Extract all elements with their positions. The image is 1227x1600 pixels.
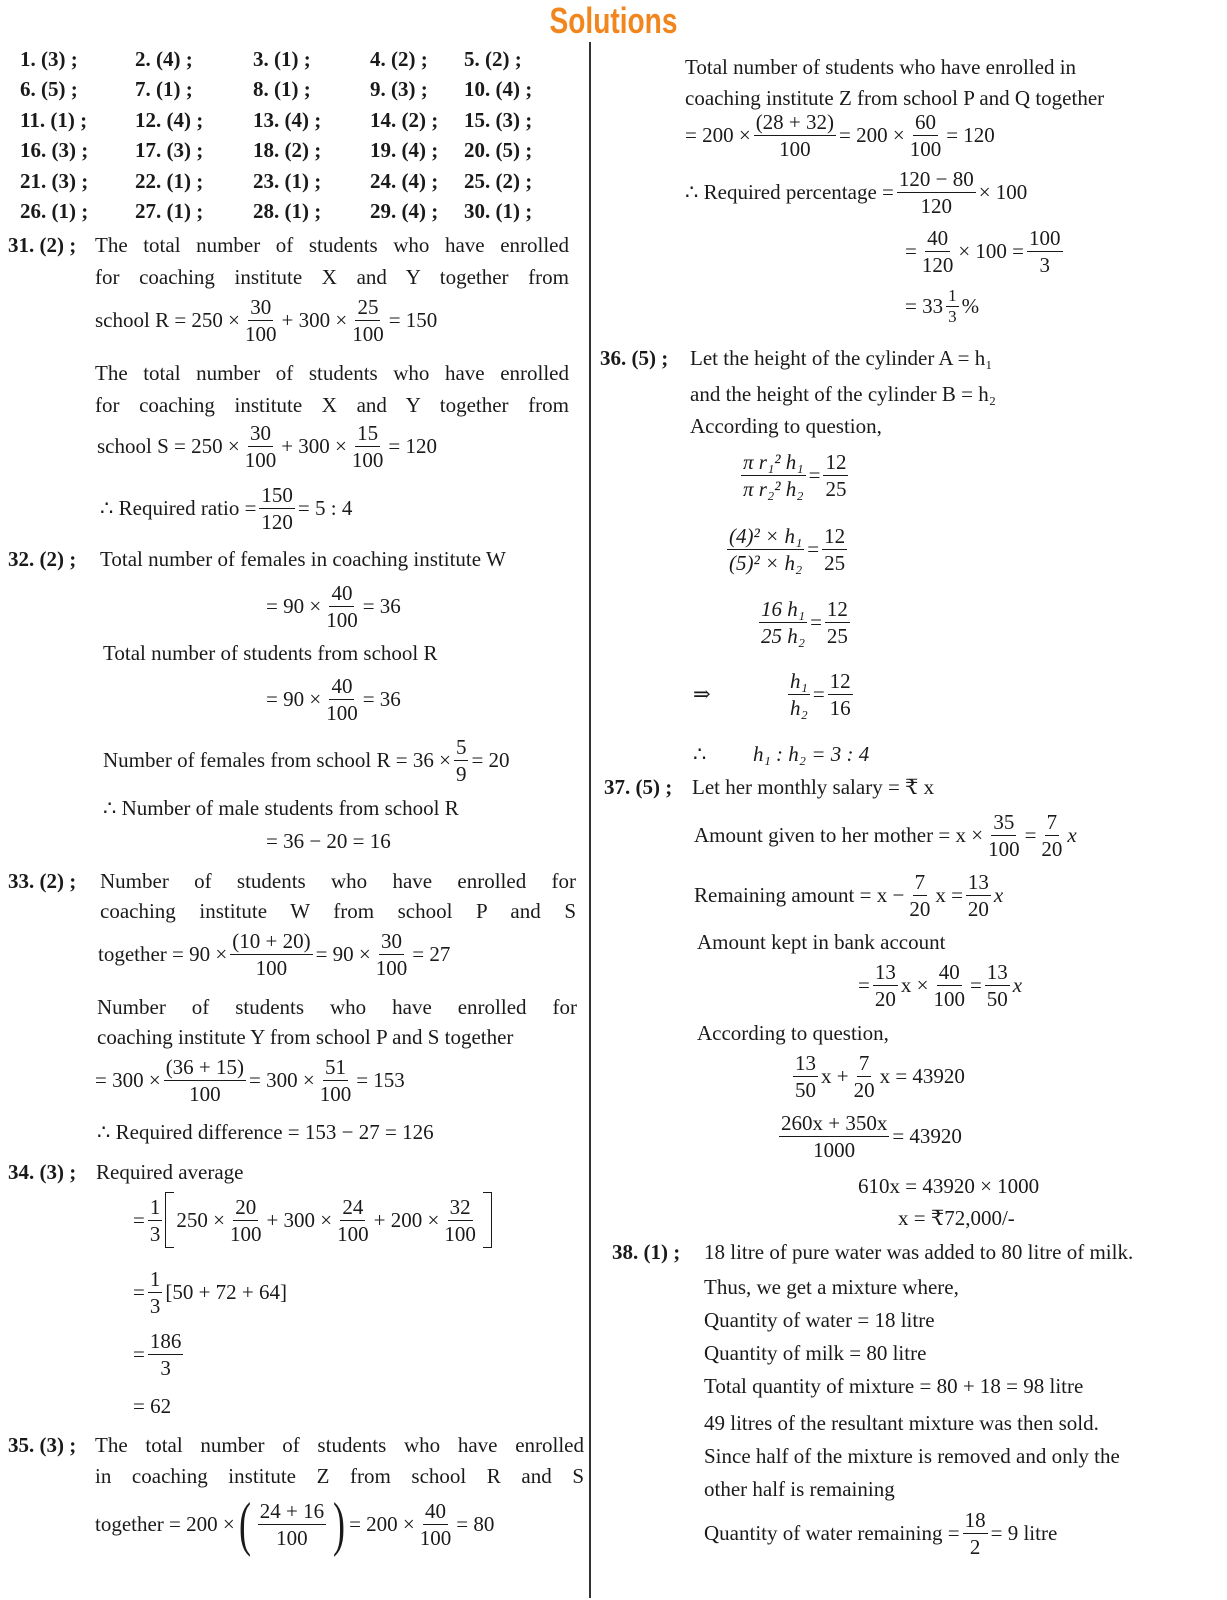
q35-eq4: = $\frac{40}{120}$ × 100 = $\frac{100}{3}$ — [905, 225, 1061, 277]
q31-line4: for coaching institute X and Y together from — [95, 393, 569, 417]
answer-key-item: 18. (2) ; — [253, 138, 322, 162]
q36-eq2: $\frac{\text{(4)² × h₁}}{\text{(5)² × h₂}}$ = $\frac{12}{25}$ — [729, 523, 846, 575]
q32-label: 32. (2) ; — [8, 547, 77, 571]
q34-eq2: = $\frac{1}{3}$ [50 + 72 + 64] — [133, 1266, 288, 1318]
q33-eq1: together = 90 × $\frac{(10 + 20)}{100}$ = 90 × $\frac{30}{100}$ = 27 — [98, 928, 451, 980]
answer-key-item: 4. (2) ; — [370, 47, 428, 71]
q37-line3: According to question, — [697, 1021, 889, 1045]
answer-key-item: 19. (4) ; — [370, 138, 439, 162]
answer-key-item: 7. (1) ; — [135, 77, 193, 101]
q37-eq5: $\frac{260x + 350x}{1000}$ = 43920 — [781, 1110, 962, 1162]
q37-eq3: = $\frac{13}{20}$ x × $\frac{40}{100}$ = $\frac{13}{50}$ x — [858, 959, 1023, 1011]
q36-eq4: ⇒ $\frac{\text{h₁}}{\text{h₂}}$ = $\frac{12}{16}$ — [693, 668, 851, 720]
answer-key-item: 10. (4) ; — [464, 77, 533, 101]
answer-key-item: 8. (1) ; — [253, 77, 311, 101]
answer-key-item: 5. (2) ; — [464, 47, 522, 71]
answer-key-item: 12. (4) ; — [135, 108, 204, 132]
q31-line1: The total number of students who have enrolled — [95, 233, 569, 257]
q31-line2: for coaching institute X and Y together from — [95, 265, 569, 289]
answer-key-item: 25. (2) ; — [464, 169, 533, 193]
q37-eq2: Remaining amount = x − $\frac{7}{20}$ x = $\frac{13}{20}$ x — [694, 869, 1004, 921]
answer-key-item: 1. (3) ; — [20, 47, 78, 71]
q38-line8: other half is remaining — [704, 1477, 895, 1501]
answer-key-item: 30. (1) ; — [464, 199, 533, 223]
q31-eq3: ∴ Required ratio = $\frac{150}{120}$ = 5 : 4 — [100, 482, 353, 534]
q35-line3: Total number of students who have enrolled in — [685, 55, 1077, 79]
q34-eq4: = 62 — [133, 1394, 172, 1418]
answer-key-item: 29. (4) ; — [370, 199, 439, 223]
q37-line2: Amount kept in bank account — [697, 930, 946, 954]
q36-line1: Let the height of the cylinder A = h₁ — [690, 346, 993, 370]
q32-line2: Total number of students from school R — [103, 641, 438, 665]
q38-line6: 49 litres of the resultant mixture was then sold. — [704, 1411, 1099, 1435]
q36-label: 36. (5) ; — [600, 346, 669, 370]
q31-eq2: school S = 250 × $\frac{30}{100}$ + 300 × $\frac{15}{100}$ = 120 — [97, 420, 437, 472]
q31-label: 31. (2) ; — [8, 233, 77, 257]
q38-line2: Thus, we get a mixture where, — [704, 1275, 959, 1299]
q33-line1: Number of students who have enrolled for — [100, 869, 576, 893]
q38-line5: Total quantity of mixture = 80 + 18 = 98 litre — [704, 1374, 1084, 1398]
q37-eq4: 13 50 x + $\frac{7}{20}$ x = 43920 — [795, 1050, 965, 1102]
q32-eq3: Number of females from school R = 36 × $\frac{5}{9}$ = 20 — [103, 734, 510, 786]
q32-eq1: = 90 × $\frac{40}{100}$ = 36 — [266, 580, 401, 632]
answer-key-item: 6. (5) ; — [20, 77, 78, 101]
q35-eq5: = 33 1 3 % — [905, 285, 980, 326]
q38-eq1: Quantity of water remaining = $\frac{18}{2}$ = 9 litre — [704, 1507, 1058, 1559]
q36-eq5: ∴ h₁ : h₂ = 3 : 4 — [693, 741, 870, 766]
q32-line3: ∴ Number of male students from school R — [103, 796, 459, 820]
q32-line4: = 36 − 20 = 16 — [266, 829, 391, 853]
q35-line1: The total number of students who have enrolled — [95, 1433, 584, 1457]
answer-key-item: 27. (1) ; — [135, 199, 204, 223]
answer-key-item: 2. (4) ; — [135, 47, 193, 71]
answer-key-item: 11. (1) ; — [20, 108, 88, 132]
q35-eq2: = 200 × $\frac{(28 + 32)}{100}$ = 200 × $\frac{60}{100}$ = 120 — [685, 109, 995, 161]
q33-line5: ∴ Required difference = 153 − 27 = 126 — [97, 1120, 434, 1144]
q33-label: 33. (2) ; — [8, 869, 77, 893]
q36-eq3: $\frac{\text{16 h₁}}{\text{25 h₂}}$ = $\frac{12}{25}$ — [761, 596, 848, 648]
answer-key-item: 15. (3) ; — [464, 108, 533, 132]
q38-line1: 18 litre of pure water was added to 80 litre of milk. — [704, 1240, 1134, 1264]
answer-key-item: 24. (4) ; — [370, 169, 439, 193]
column-divider — [589, 42, 591, 1598]
q34-line1: Required average — [96, 1160, 244, 1184]
q37-eq1: Amount given to her mother = x × $\frac{35}{100}$ = $\frac{7}{20}$ x — [694, 809, 1077, 861]
answer-key-item: 28. (1) ; — [253, 199, 322, 223]
q37-line4: 610x = 43920 × 1000 — [858, 1174, 1040, 1198]
q35-line2: in coaching institute Z from school R and S — [95, 1464, 584, 1488]
answer-key-item: 21. (3) ; — [20, 169, 89, 193]
q35-label: 35. (3) ; — [8, 1433, 77, 1457]
q33-line4: coaching institute Y from school P and S together — [97, 1025, 514, 1049]
q33-line2: coaching institute W from school P and S — [100, 899, 576, 923]
q38-line3: Quantity of water = 18 litre — [704, 1308, 935, 1332]
q37-label: 37. (5) ; — [604, 775, 673, 799]
answer-key-item: 17. (3) ; — [135, 138, 204, 162]
q32-line1: Total number of females in coaching institute W — [100, 547, 506, 571]
answer-key-item: 26. (1) ; — [20, 199, 89, 223]
answer-key-item: 23. (1) ; — [253, 169, 322, 193]
q33-eq2: = 300 × $\frac{(36 + 15)}{100}$ = 300 × $\frac{51}{100}$ = 153 — [95, 1054, 405, 1106]
q38-label: 38. (1) ; — [612, 1240, 681, 1264]
q34-eq1: = $\frac{1}{3}$ 250 × $\frac{20}{100}$ + 300 × $\frac{24}{100}$ + 200 × $\frac{32}{100}$ — [133, 1190, 492, 1250]
q36-eq1: $\frac{\text{π r₁² h₁}}{\text{π r₂² h₂}}$ = $\frac{12}{25}$ — [743, 449, 847, 501]
q35-eq1: together = 200 × ( 24 + 16 100 ) = 200 × $\frac{40}{100}$ = 80 — [95, 1491, 495, 1557]
answer-key-item: 9. (3) ; — [370, 77, 428, 101]
q38-line7: Since half of the mixture is removed and only the — [704, 1444, 1120, 1468]
q37-line5: x = ₹72,000/- — [898, 1206, 1015, 1230]
page-title: Solutions — [549, 0, 678, 41]
answer-key-item: 22. (1) ; — [135, 169, 204, 193]
q37-line1: Let her monthly salary = ₹ x — [692, 775, 935, 799]
answer-key-item: 16. (3) ; — [20, 138, 89, 162]
answer-key-item: 13. (4) ; — [253, 108, 322, 132]
q35-eq3: ∴ Required percentage = $\frac{120 - 80}{120}$ × 100 — [685, 166, 1028, 218]
q31-line3: The total number of students who have enrolled — [95, 361, 569, 385]
q34-eq3: = $\frac{186}{3}$ — [133, 1328, 182, 1380]
q36-line3: According to question, — [690, 414, 882, 438]
q35-line4: coaching institute Z from school P and Q together — [685, 86, 1105, 110]
answer-key-item: 3. (1) ; — [253, 47, 311, 71]
q33-line3: Number of students who have enrolled for — [97, 995, 577, 1019]
q38-line4: Quantity of milk = 80 litre — [704, 1341, 927, 1365]
q31-eq1: school R = 250 × $\frac{30}{100}$ + 300 × $\frac{25}{100}$ = 150 — [95, 294, 438, 346]
answer-key-item: 20. (5) ; — [464, 138, 533, 162]
q34-label: 34. (3) ; — [8, 1160, 77, 1184]
answer-key-item: 14. (2) ; — [370, 108, 439, 132]
q36-line2: and the height of the cylinder B = h₂ — [690, 382, 997, 406]
q32-eq2: = 90 × $\frac{40}{100}$ = 36 — [266, 673, 401, 725]
